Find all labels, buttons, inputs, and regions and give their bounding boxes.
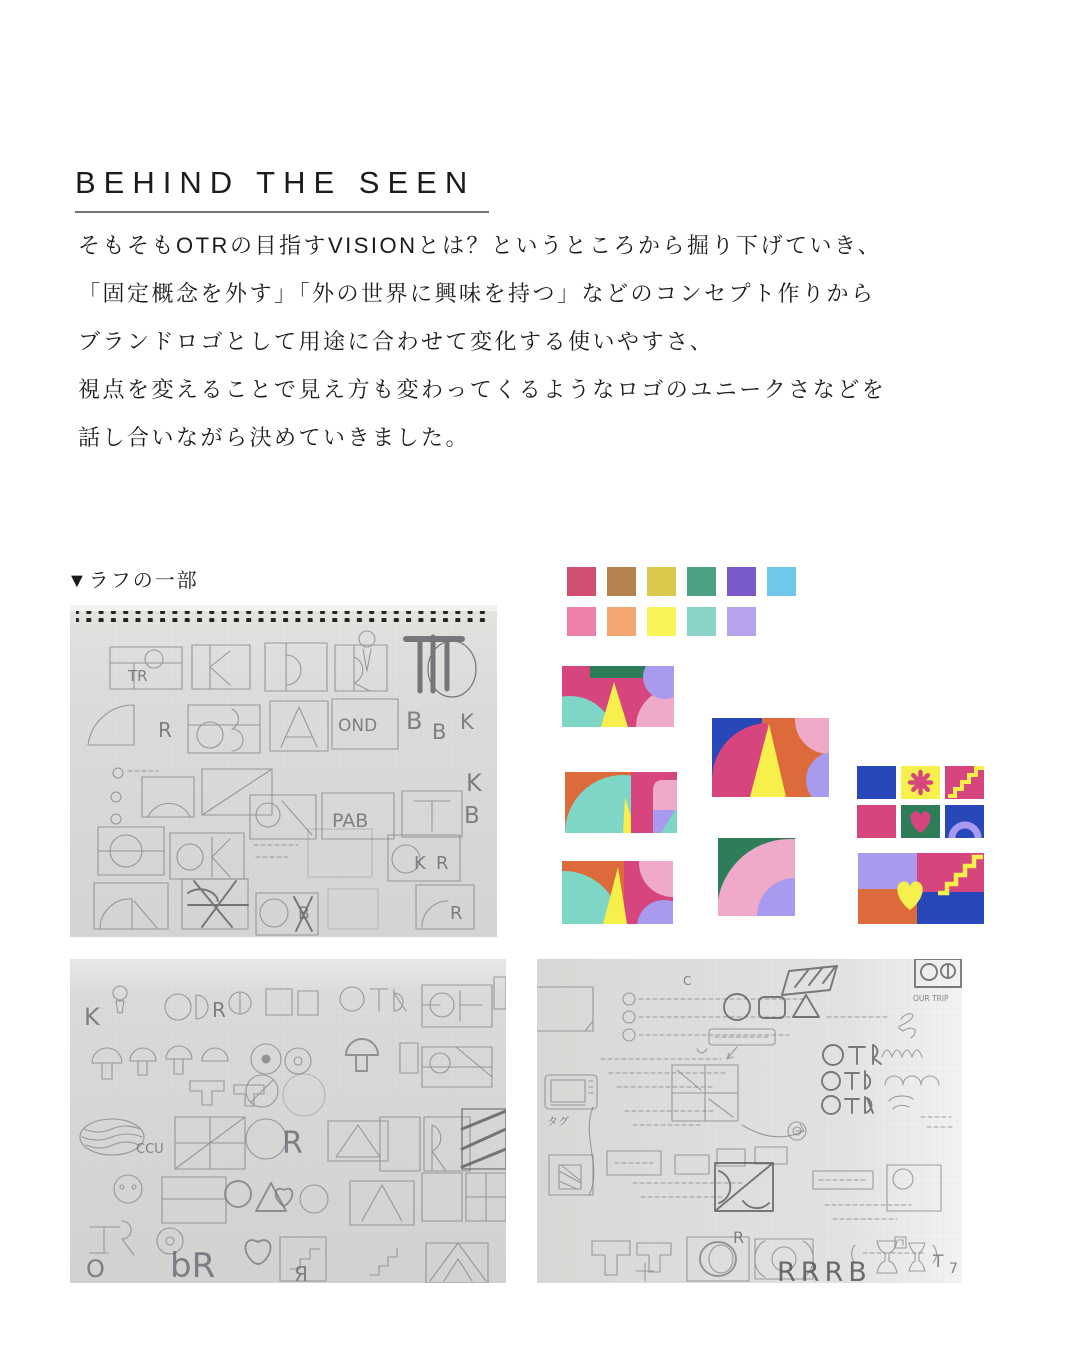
svg-text:TR: TR [128,667,148,685]
svg-text:K: K [84,1003,100,1031]
color-swatch [607,607,636,636]
intro-paragraph [78,222,1008,462]
svg-text:K: K [466,769,482,797]
sketch-photo-sketchbook [70,605,497,937]
color-swatch [767,567,796,596]
palette-row-1 [567,567,796,596]
comp1-shapes [562,666,674,727]
color-swatch [727,567,756,596]
svg-text:B: B [464,803,480,829]
logo-composition-quadrants [858,853,984,924]
logo-composition-1 [562,666,674,727]
logo-composition-3 [562,861,673,924]
intro-line: 「固定概念を外す」「外の世界に興味を持つ」などのコンセプト作りから [78,281,876,306]
color-swatch [607,567,636,596]
svg-text:OUR TRIP: OUR TRIP [913,994,949,1003]
sketch-photo-letterforms [70,959,506,1283]
intro-line: ブランドロゴとして用途に合わせて変化する使いやすさ、 [78,329,715,354]
svg-text:B: B [406,707,423,735]
svg-text:7: 7 [949,1261,958,1277]
svg-text:T: T [933,1252,944,1272]
color-swatch [567,607,596,636]
svg-text:C: C [683,974,692,988]
color-swatch [567,567,596,596]
comp3-shapes [562,861,673,924]
svg-text:R: R [733,1228,745,1247]
logo-composition-4 [712,718,829,797]
svg-text:OND: OND [338,716,378,736]
svg-text:R: R [436,853,449,874]
palette-row-2 [567,607,756,636]
color-swatch [727,607,756,636]
page-title: BEHIND THE SEEN [75,165,489,213]
intro-line: 視点を変えることで見え方も変わってくるようなロゴのユニークさなどを [78,377,887,402]
svg-text:K: K [414,853,426,874]
svg-text:R: R [158,718,172,742]
comp5-shapes [718,838,795,916]
color-swatch [687,567,716,596]
svg-text:B: B [298,904,310,924]
logo-icon-grid [857,766,984,838]
rough-section-label: ▼ラフの一部 [67,570,199,592]
svg-text:タグ: タグ [547,1115,569,1128]
intro-line: 話し合いながら決めていきました。 [78,425,471,450]
svg-text:Я: Я [294,1262,308,1283]
svg-text:O: O [86,1255,105,1283]
svg-text:B: B [432,720,447,744]
sketch-photo-notes [537,959,962,1283]
comp4-shapes [712,718,829,797]
svg-text:RRRB: RRRB [777,1257,872,1283]
svg-text:K: K [460,710,474,734]
asterisk-icon [910,772,931,793]
color-swatch [687,607,716,636]
spiral-binding [76,611,491,622]
svg-text:R: R [450,903,463,924]
svg-text:bR: bR [170,1246,216,1283]
intro-line: そもそもOTRの目指すVISIONとは？というところから掘り下げていき、 [78,233,883,258]
comp7-shapes [858,853,984,924]
comp6-shapes [857,766,984,838]
svg-text:CCU: CCU [136,1142,164,1157]
color-swatch [647,567,676,596]
comp2-shapes [565,772,677,833]
logo-composition-2 [565,772,677,833]
svg-text:PAB: PAB [332,810,369,832]
logo-composition-5 [718,838,795,916]
svg-text:R: R [282,1126,303,1161]
svg-text:R: R [212,998,226,1022]
color-swatch [647,607,676,636]
